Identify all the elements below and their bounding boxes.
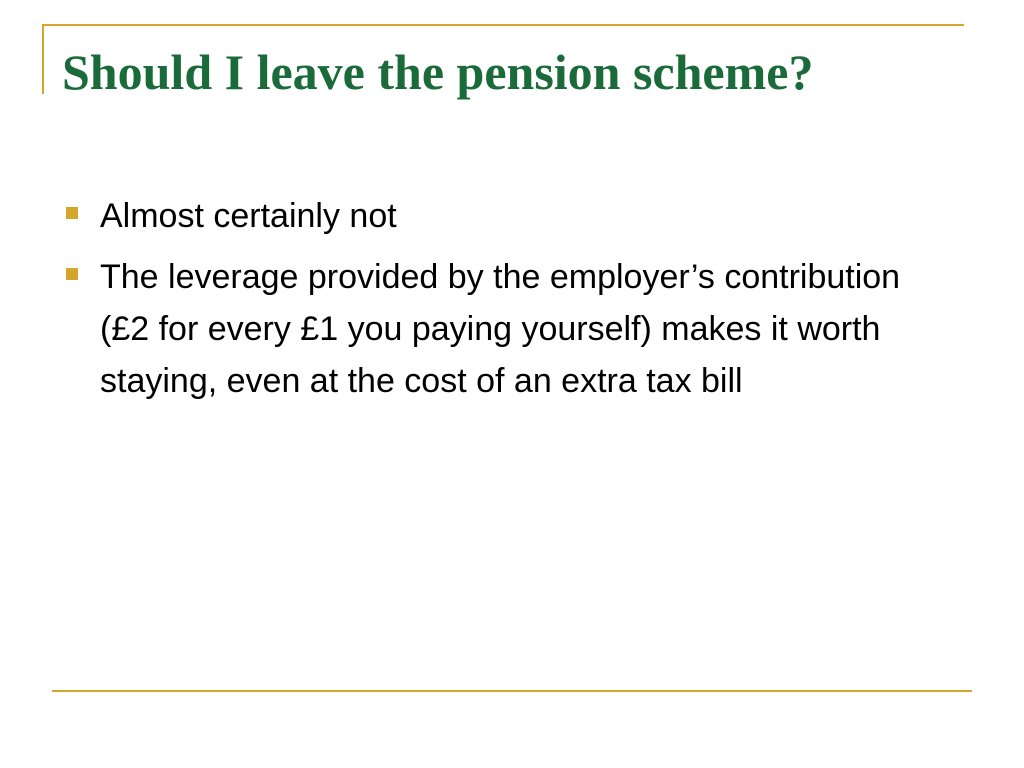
slide-title: Should I leave the pension scheme? (62, 44, 814, 100)
bottom-rule (52, 690, 972, 692)
bullet-item (62, 190, 942, 242)
top-rule (42, 24, 964, 26)
bullet-item (62, 251, 942, 407)
bullet-list (62, 190, 942, 416)
square-bullet-icon (66, 207, 78, 219)
square-bullet-icon (66, 268, 78, 280)
left-rule (42, 24, 44, 94)
bullet-text: The leverage provided by the employer’s contribution (£2 for every £1 you paying yourself) makes it worth staying, even at the cost of an extra tax bill (100, 258, 901, 400)
bullet-text: Almost certainly not (100, 197, 397, 235)
